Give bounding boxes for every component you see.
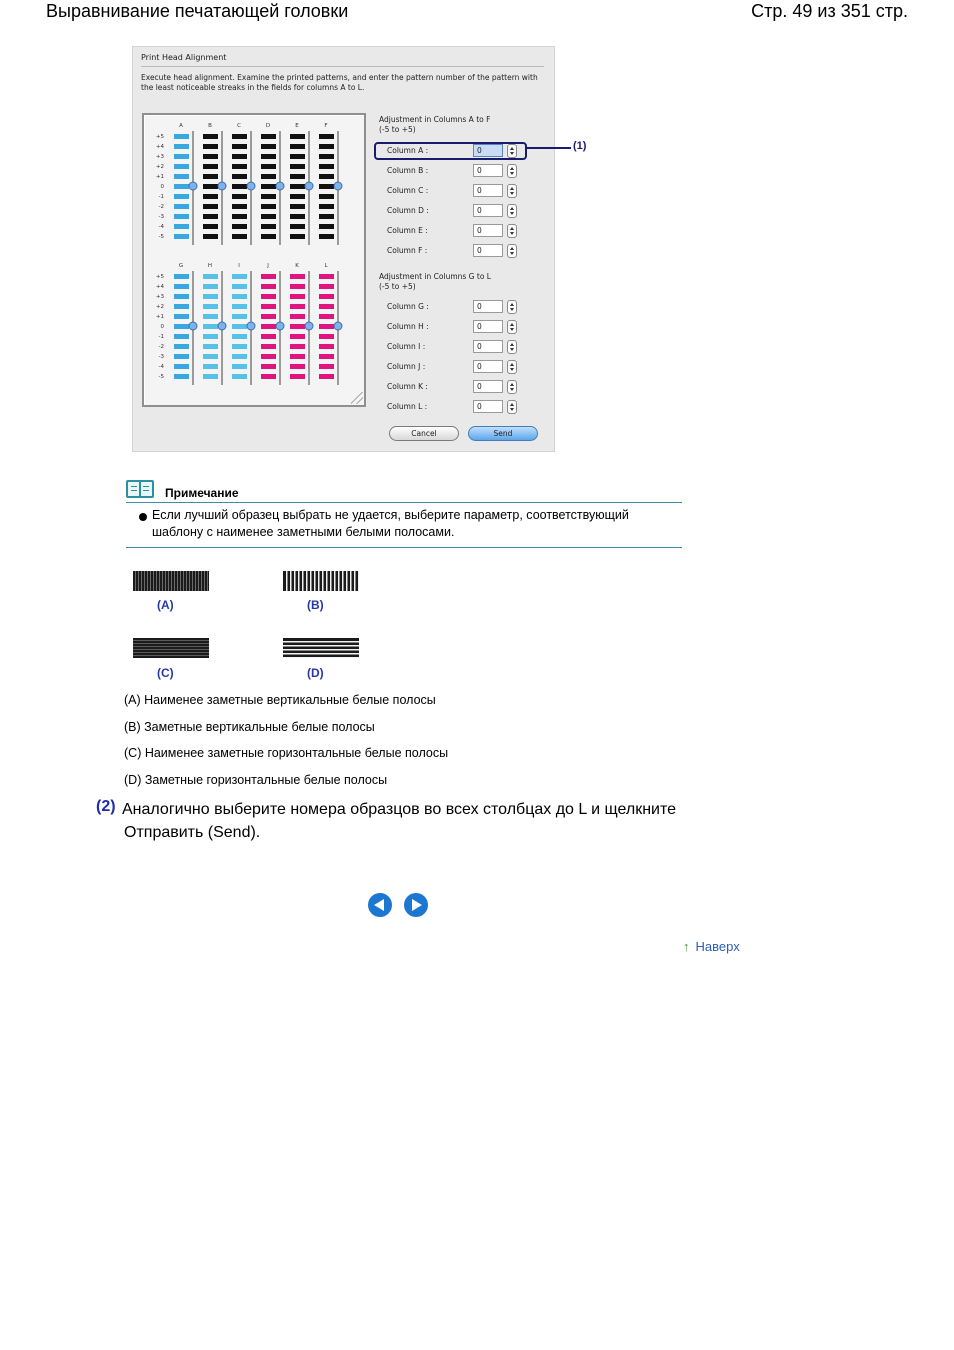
pattern-bar [290, 174, 305, 179]
pattern-bar [232, 184, 247, 189]
pattern-bar [261, 194, 276, 199]
pattern-bar [174, 274, 189, 279]
pattern-bar [319, 304, 334, 309]
pattern-level-label: -1 [158, 334, 164, 340]
pattern-level-label: +5 [155, 274, 164, 280]
column-k-field[interactable]: 0 [473, 380, 503, 393]
pattern-bar [319, 314, 334, 319]
pattern-column-letter: D [265, 123, 271, 129]
pattern-bar [174, 324, 189, 329]
pattern-level-label: +2 [155, 164, 164, 170]
step-text [122, 798, 762, 844]
pattern-bar [261, 344, 276, 349]
column-c-stepper[interactable] [507, 184, 517, 198]
legend-item-a: (A) Наименее заметные вертикальные белые полосы [124, 693, 436, 707]
column-g-label: Column G : [387, 302, 429, 311]
pattern-column-letter: F [324, 123, 328, 129]
pattern-bar [203, 194, 218, 199]
pattern-level-label: -4 [158, 364, 164, 370]
pattern-bar [174, 184, 189, 189]
pattern-bar [174, 284, 189, 289]
pattern-slider-thumb [218, 322, 226, 330]
pattern-bar [261, 144, 276, 149]
pattern-bar [232, 174, 247, 179]
pattern-bar [261, 294, 276, 299]
pattern-slider-thumb [305, 182, 313, 190]
pattern-column-letter: I [238, 263, 240, 269]
pattern-bar [203, 224, 218, 229]
pattern-bar [203, 294, 218, 299]
page-title: Выравнивание печатающей головки [46, 1, 349, 21]
pattern-bar [261, 184, 276, 189]
pattern-bar [290, 274, 305, 279]
back-to-top-link[interactable] [683, 939, 740, 954]
pattern-bar [232, 194, 247, 199]
pattern-level-label: +1 [155, 314, 164, 320]
pattern-bar [290, 294, 305, 299]
pattern-bar [290, 284, 305, 289]
pattern-bar [319, 334, 334, 339]
adjustment-group-a-f-title: Adjustment in Columns A to F (-5 to +5) [379, 115, 491, 134]
callout-line [526, 147, 571, 149]
pattern-bar [203, 154, 218, 159]
pattern-bar [261, 304, 276, 309]
column-l-stepper[interactable] [507, 400, 517, 414]
pattern-bar [174, 174, 189, 179]
column-i-label: Column I : [387, 342, 426, 351]
column-l-field[interactable]: 0 [473, 400, 503, 413]
pattern-level-label: 0 [160, 184, 164, 190]
pattern-bar [261, 274, 276, 279]
pattern-bar [319, 174, 334, 179]
column-a-stepper[interactable] [507, 144, 517, 158]
sample-d-image [283, 638, 359, 658]
pattern-column-letter: B [208, 123, 212, 129]
pattern-slider-thumb [247, 182, 255, 190]
pattern-bar [232, 324, 247, 329]
column-k-label: Column K : [387, 382, 428, 391]
pattern-level-label: -2 [158, 344, 164, 350]
column-e-stepper[interactable] [507, 224, 517, 238]
pattern-bar [174, 234, 189, 239]
pattern-bar [174, 294, 189, 299]
alignment-pattern-preview [142, 113, 366, 407]
back-to-top-label: Наверх [695, 939, 740, 954]
pattern-bar [174, 364, 189, 369]
pattern-bar [203, 274, 218, 279]
pattern-bar [174, 334, 189, 339]
pattern-bar [232, 154, 247, 159]
pattern-bar [232, 144, 247, 149]
pattern-bar [261, 334, 276, 339]
sample-c-image [133, 638, 209, 658]
sample-d-label: (D) [307, 666, 324, 680]
pattern-bar [319, 354, 334, 359]
pattern-level-label: -3 [158, 214, 164, 220]
pattern-bar [232, 304, 247, 309]
cancel-button[interactable]: Cancel [389, 426, 459, 441]
legend-item-b: (B) Заметные вертикальные белые полосы [124, 720, 375, 734]
pattern-bar [290, 164, 305, 169]
pattern-bar [203, 144, 218, 149]
pattern-level-label: +2 [155, 304, 164, 310]
pattern-bar [261, 204, 276, 209]
pattern-bar [232, 364, 247, 369]
pattern-level-label: -1 [158, 194, 164, 200]
pattern-bar [232, 224, 247, 229]
pattern-slider-thumb [334, 182, 342, 190]
pattern-level-label: -2 [158, 204, 164, 210]
pattern-bar [203, 204, 218, 209]
pattern-level-label: +3 [155, 154, 164, 160]
column-f-stepper[interactable] [507, 244, 517, 258]
column-f-label: Column F : [387, 246, 428, 255]
pattern-bar [203, 214, 218, 219]
pattern-bar [261, 374, 276, 379]
pattern-bar [232, 204, 247, 209]
column-j-stepper[interactable] [507, 360, 517, 374]
pattern-bar [174, 224, 189, 229]
pattern-bar [261, 234, 276, 239]
pattern-bar [290, 184, 305, 189]
alignment-pattern-graphic [144, 115, 364, 405]
pattern-level-label: -4 [158, 224, 164, 230]
pattern-bar [261, 134, 276, 139]
adjustment-group-g-l-title: Adjustment in Columns G to L (-5 to +5) [379, 272, 491, 291]
pattern-bar [174, 344, 189, 349]
sample-b-label: (B) [307, 598, 324, 612]
column-d-stepper[interactable] [507, 204, 517, 218]
pattern-bar [261, 314, 276, 319]
pattern-bar [203, 334, 218, 339]
step-text-line1: Аналогично выберите номера образцов во всех столбцах до L и щелкните [122, 801, 677, 818]
pattern-bar [174, 164, 189, 169]
pattern-bar [232, 294, 247, 299]
pattern-bar [319, 284, 334, 289]
column-g-stepper[interactable] [507, 300, 517, 314]
pattern-bar [319, 184, 334, 189]
pattern-bar [174, 134, 189, 139]
pattern-bar [290, 364, 305, 369]
pattern-bar [290, 324, 305, 329]
pattern-bar [319, 194, 334, 199]
column-g-field[interactable]: 0 [473, 300, 503, 313]
pattern-bar [261, 354, 276, 359]
column-b-label: Column B : [387, 166, 429, 175]
pattern-bar [203, 324, 218, 329]
pattern-bar [290, 354, 305, 359]
pattern-bar [203, 184, 218, 189]
note-title: Примечание [165, 486, 239, 500]
pattern-bar [174, 354, 189, 359]
column-b-field[interactable]: 0 [473, 164, 503, 177]
pattern-level-label: +5 [155, 134, 164, 140]
column-a-field[interactable]: 0 [473, 144, 503, 157]
pattern-bar [290, 314, 305, 319]
pattern-bar [261, 174, 276, 179]
pattern-bar [232, 234, 247, 239]
column-k-stepper[interactable] [507, 380, 517, 394]
arrow-up-icon: ↑ [683, 939, 690, 954]
pattern-bar [290, 304, 305, 309]
pattern-slider-thumb [276, 182, 284, 190]
pattern-bar [203, 304, 218, 309]
pattern-bar [174, 314, 189, 319]
column-f-field[interactable]: 0 [473, 244, 503, 257]
pattern-level-label: +4 [155, 144, 164, 150]
pattern-bar [232, 334, 247, 339]
pattern-bar [232, 214, 247, 219]
pattern-level-label: -5 [158, 374, 164, 380]
pattern-bar [290, 204, 305, 209]
pattern-bar [232, 284, 247, 289]
pattern-bar [174, 204, 189, 209]
pattern-bar [319, 274, 334, 279]
pattern-bar [319, 224, 334, 229]
pattern-bar [261, 364, 276, 369]
pattern-bar [174, 374, 189, 379]
pattern-bar [261, 214, 276, 219]
column-b-stepper[interactable] [507, 164, 517, 178]
pattern-bar [290, 224, 305, 229]
pattern-column-letter: E [295, 123, 299, 129]
note-top-rule [126, 502, 682, 503]
pattern-bar [319, 144, 334, 149]
pattern-bar [203, 374, 218, 379]
pattern-bar [203, 174, 218, 179]
note-bottom-rule [126, 547, 682, 548]
pattern-bar [290, 214, 305, 219]
sample-c-label: (C) [157, 666, 174, 680]
column-h-stepper[interactable] [507, 320, 517, 334]
pattern-bar [290, 234, 305, 239]
pattern-column-letter: K [295, 263, 299, 269]
pattern-bar [319, 364, 334, 369]
column-j-field[interactable]: 0 [473, 360, 503, 373]
pattern-bar [203, 134, 218, 139]
legend-item-d: (D) Заметные горизонтальные белые полосы [124, 773, 388, 787]
pattern-bar [174, 214, 189, 219]
column-l-label: Column L : [387, 402, 428, 411]
pattern-bar [319, 324, 334, 329]
step-number: (2) [96, 798, 116, 815]
pattern-bar [174, 304, 189, 309]
column-h-field[interactable]: 0 [473, 320, 503, 333]
column-i-stepper[interactable] [507, 340, 517, 354]
column-i-field[interactable]: 0 [473, 340, 503, 353]
pattern-bar [232, 164, 247, 169]
send-button[interactable]: Send [468, 426, 538, 441]
pattern-level-label: -3 [158, 354, 164, 360]
bullet-icon [139, 513, 147, 521]
sample-b-image [283, 571, 359, 591]
pattern-column-letter: C [237, 123, 241, 129]
pattern-bar [232, 134, 247, 139]
pattern-bar [203, 364, 218, 369]
pattern-bar [290, 194, 305, 199]
pattern-bar [261, 224, 276, 229]
pattern-bar [174, 154, 189, 159]
pattern-bar [319, 294, 334, 299]
callout-label: (1) [573, 140, 587, 152]
pattern-level-label: +1 [155, 174, 164, 180]
pattern-column-letter: G [178, 263, 184, 269]
pattern-bar [232, 354, 247, 359]
column-c-label: Column C : [387, 186, 429, 195]
column-c-field[interactable]: 0 [473, 184, 503, 197]
pattern-bar [290, 134, 305, 139]
step-text-line2: Отправить (Send). [124, 824, 261, 841]
arrow-left-icon[interactable] [368, 893, 392, 917]
pattern-column-letter: J [267, 263, 269, 269]
pattern-bar [174, 144, 189, 149]
column-e-label: Column E : [387, 226, 428, 235]
pattern-bar [203, 344, 218, 349]
column-j-label: Column J : [387, 362, 426, 371]
column-h-label: Column H : [387, 322, 429, 331]
legend-item-c: (C) Наименее заметные горизонтальные белые полосы [124, 746, 449, 760]
pattern-bar [261, 164, 276, 169]
pattern-bar [232, 374, 247, 379]
pattern-column-letter: H [207, 263, 213, 269]
pattern-level-label: -5 [158, 234, 164, 240]
pattern-slider-thumb [276, 322, 284, 330]
pattern-bar [319, 234, 334, 239]
note-text: Если лучший образец выбрать не удается, выберите параметр, соответствующий шаблону с наименее заметными белыми полосами. [152, 508, 629, 539]
pattern-bar [203, 234, 218, 239]
pattern-bar [232, 274, 247, 279]
pattern-bar [203, 284, 218, 289]
pattern-slider-thumb [247, 322, 255, 330]
pattern-bar [203, 314, 218, 319]
pattern-bar [232, 314, 247, 319]
pattern-column-letter: A [179, 123, 183, 129]
resize-grip-icon [351, 392, 363, 404]
pattern-bar [319, 344, 334, 349]
arrow-right-icon[interactable] [404, 893, 428, 917]
column-e-field[interactable]: 0 [473, 224, 503, 237]
pattern-bar [290, 334, 305, 339]
note-book-icon [126, 480, 154, 498]
sample-a-label: (A) [157, 598, 174, 612]
pattern-bar [290, 344, 305, 349]
column-d-label: Column D : [387, 206, 429, 215]
print-head-alignment-dialog [132, 46, 555, 452]
pattern-bar [290, 374, 305, 379]
pattern-bar [319, 374, 334, 379]
column-a-label: Column A : [387, 146, 429, 155]
pattern-slider-thumb [189, 182, 197, 190]
pattern-bar [174, 194, 189, 199]
pattern-bar [261, 324, 276, 329]
pattern-bar [290, 144, 305, 149]
dialog-separator [141, 66, 544, 67]
pattern-level-label: +3 [155, 294, 164, 300]
pattern-bar [203, 164, 218, 169]
pattern-slider-thumb [305, 322, 313, 330]
pattern-bar [290, 154, 305, 159]
pattern-bar [319, 214, 334, 219]
pattern-bar [261, 284, 276, 289]
pattern-bar [319, 204, 334, 209]
pattern-slider-thumb [218, 182, 226, 190]
sample-a-image [133, 571, 209, 591]
dialog-title: Print Head Alignment [141, 53, 227, 62]
dialog-instructions: Execute head alignment. Examine the printed patterns, and enter the pattern number of the pattern with the least noticeable streaks in the fields for columns A to L. [141, 73, 538, 92]
pattern-bar [261, 154, 276, 159]
pattern-bar [203, 354, 218, 359]
page-counter: Стр. 49 из 351 стр. [751, 1, 908, 21]
pattern-level-label: 0 [160, 324, 164, 330]
pattern-slider-thumb [334, 322, 342, 330]
pattern-bar [319, 164, 334, 169]
pattern-column-letter: L [324, 263, 328, 269]
column-d-field[interactable]: 0 [473, 204, 503, 217]
pattern-bar [319, 154, 334, 159]
pattern-bar [319, 134, 334, 139]
pattern-bar [232, 344, 247, 349]
pattern-slider-thumb [189, 322, 197, 330]
pattern-level-label: +4 [155, 284, 164, 290]
